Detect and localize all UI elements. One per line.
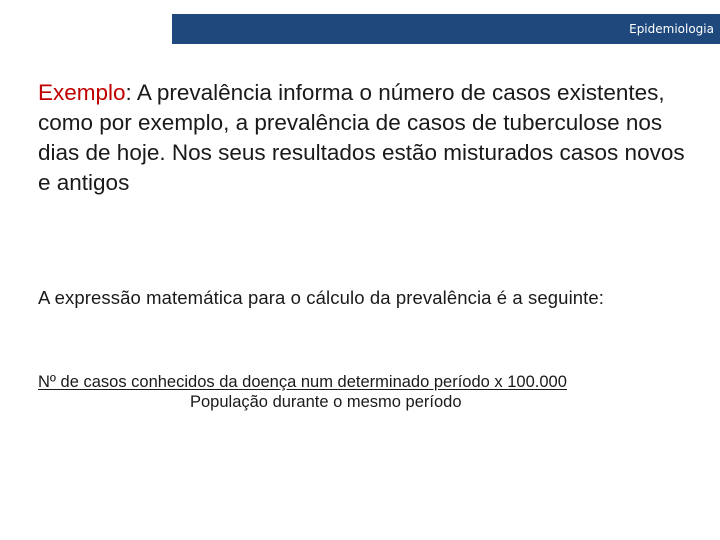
formula-numerator: Nº de casos conhecidos da doença num determinado período x 100.000 <box>38 373 567 391</box>
header-title: Epidemiologia <box>629 22 714 36</box>
example-text: A prevalência informa o número de casos existentes, como por exemplo, a prevalência de casos de tuberculose nos dias de hoje. Nos seus resultados estão misturados casos novos e antigos <box>38 80 685 195</box>
formula-denominator: População durante o mesmo período <box>190 393 462 411</box>
header-bar <box>172 14 720 44</box>
prevalence-formula <box>38 372 688 412</box>
formula-intro: A expressão matemática para o cálculo da prevalência é a seguinte: <box>38 287 605 308</box>
example-label: Exemplo <box>38 80 126 105</box>
example-paragraph <box>38 78 698 198</box>
example-colon: : <box>125 80 132 105</box>
